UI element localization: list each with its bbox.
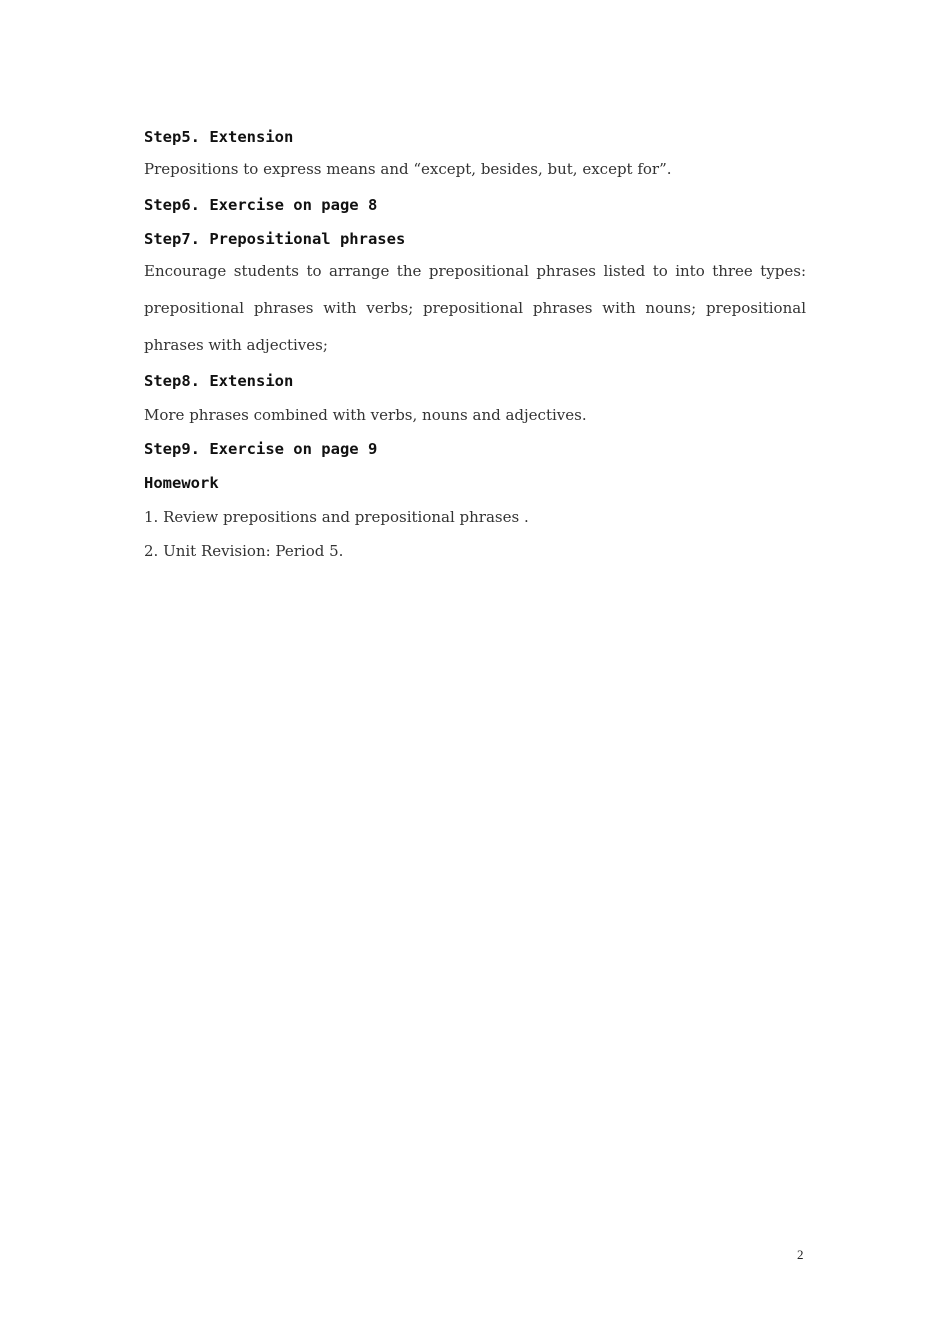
step5-paragraph: Prepositions to express means and “except, besides, but, except for”. bbox=[144, 160, 672, 178]
step5-heading: Step5. Extension bbox=[144, 128, 294, 146]
step7-paragraph: Encourage students to arrange the prepositional phrases listed to into three types: prepositional phrases with verbs; prepositional phrases with nouns; prepositional phrases with adjectives; bbox=[144, 262, 806, 354]
homework-item-2: 2. Unit Revision: Period 5. bbox=[144, 542, 344, 560]
homework-item-1: 1. Review prepositions and prepositional phrases . bbox=[144, 508, 529, 526]
step8-paragraph: More phrases combined with verbs, nouns and adjectives. bbox=[144, 406, 587, 424]
document-body bbox=[144, 124, 806, 572]
step8-heading: Step8. Extension bbox=[144, 372, 294, 390]
homework-heading: Homework bbox=[144, 474, 219, 492]
step9-heading: Step9. Exercise on page 9 bbox=[144, 440, 378, 458]
page-number: 2 bbox=[797, 1247, 804, 1262]
step7-heading: Step7. Prepositional phrases bbox=[144, 230, 406, 248]
step6-heading: Step6. Exercise on page 8 bbox=[144, 196, 378, 214]
